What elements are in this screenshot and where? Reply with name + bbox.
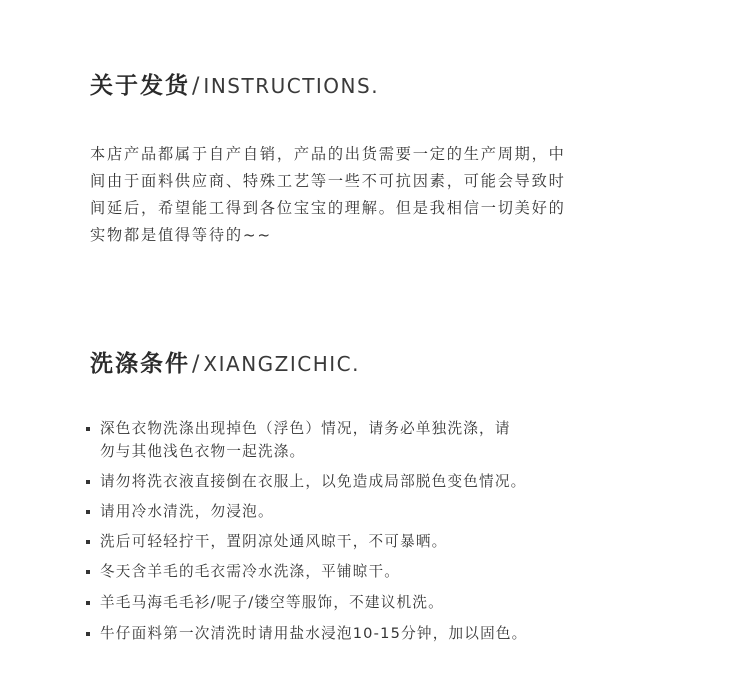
list-item [86,530,686,553]
bullet-icon [86,480,90,484]
washing-title-en: XIANGZICHIC. [203,352,360,376]
washing-title-cn: 洗涤条件 [90,351,190,377]
bullet-icon [86,510,90,514]
list-item [86,560,686,583]
list-item-line: 请用冷水清洗，勿浸泡。 [100,503,274,520]
shipping-heading [90,67,379,100]
list-item [86,470,686,493]
shipping-title-separator: / [192,74,200,99]
list-item-line: 冬天含羊毛的毛衣需冷水洗涤，平铺晾干。 [100,563,401,580]
list-item [86,591,686,614]
shipping-title-cn: 关于发货 [90,73,190,99]
list-item-line: 请勿将洗衣液直接倒在衣服上，以免造成局部脱色变色情况。 [100,473,527,490]
shipping-line: 本店产品都属于自产自销，产品的出货需要一定的生产周期，中 [90,145,566,163]
shipping-line: 间由于面料供应商、特殊工艺等一些不可抗因素，可能会导致时 [90,172,566,190]
list-item-line: 勿与其他浅色衣物一起洗涤。 [100,443,306,460]
bullet-icon [86,601,90,605]
bullet-icon [86,570,90,574]
list-item [86,622,686,645]
shipping-line: 实物都是值得等待的~~ [90,226,272,244]
washing-title-separator: / [192,352,200,377]
list-item [86,417,686,463]
list-item-line: 羊毛马海毛毛衫/呢子/镂空等服饰，不建议机洗。 [100,594,444,611]
shipping-paragraph [90,141,670,249]
bullet-icon [86,632,90,636]
list-item-line: 深色衣物洗涤出现掉色（浮色）情况，请务必单独洗涤，请 [100,420,511,437]
shipping-title-en: INSTRUCTIONS. [203,74,380,98]
list-item [86,500,686,523]
list-item-line: 洗后可轻轻拧干，置阴凉处通风晾干，不可暴晒。 [100,533,448,550]
washing-heading [90,345,360,378]
bullet-icon [86,427,90,431]
list-item-line: 牛仔面料第一次清洗时请用盐水浸泡10-15分钟，加以固色。 [100,625,528,642]
bullet-icon [86,540,90,544]
shipping-line: 间延后，希望能工得到各位宝宝的理解。但是我相信一切美好的 [90,199,566,217]
